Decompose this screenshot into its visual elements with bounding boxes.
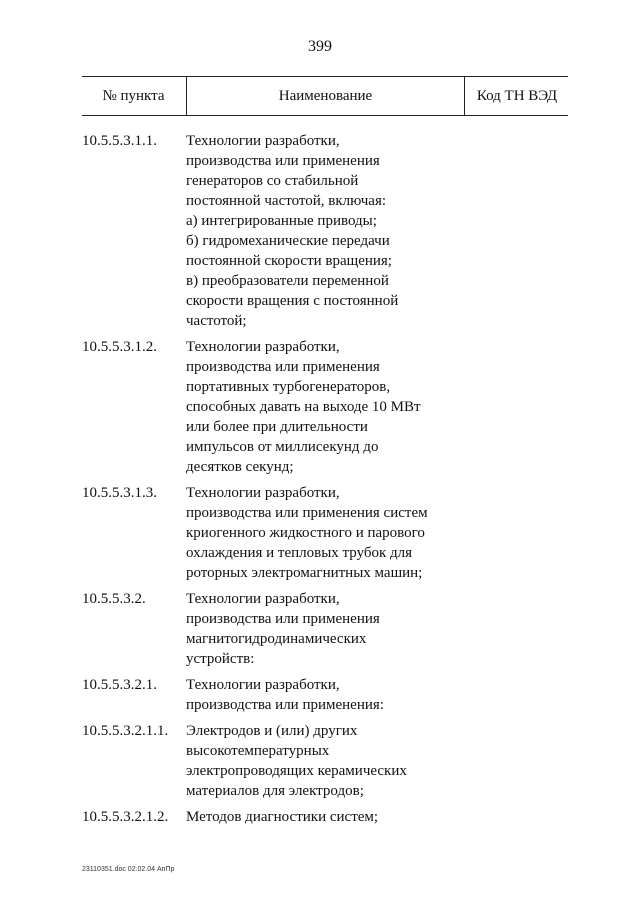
item-description xyxy=(186,131,476,331)
description-line: криогенного жидкостного и парового xyxy=(186,525,425,541)
table-row xyxy=(82,675,568,715)
table-row xyxy=(82,721,568,801)
table-header xyxy=(82,76,568,116)
description-line: производства или применения систем xyxy=(186,505,428,521)
description-line: постоянной частотой, включая: xyxy=(186,193,387,209)
description-line: а) интегрированные приводы; xyxy=(186,213,377,229)
description-line: Технологии разработки, xyxy=(186,485,340,501)
header-tnved-code: Код ТН ВЭД xyxy=(464,77,569,115)
item-number: 10.5.5.3.1.2. xyxy=(82,339,157,355)
item-number: 10.5.5.3.1.3. xyxy=(82,485,157,501)
item-description xyxy=(186,589,476,669)
description-line: постоянной скорости вращения; xyxy=(186,253,392,269)
table-row xyxy=(82,589,568,669)
description-line: генераторов со стабильной xyxy=(186,173,359,189)
description-line: портативных турбогенераторов, xyxy=(186,379,391,395)
item-number: 10.5.5.3.2.1. xyxy=(82,677,157,693)
description-line: производства или применения xyxy=(186,153,380,169)
description-line: б) гидромеханические передачи xyxy=(186,233,390,249)
description-line: охлаждения и тепловых трубок для xyxy=(186,545,413,561)
table-row xyxy=(82,483,568,583)
header-name: Наименование xyxy=(186,77,464,115)
description-line: или более при длительности xyxy=(186,419,368,435)
header-item-number: № пункта xyxy=(102,88,165,104)
description-line: десятков секунд; xyxy=(186,459,294,475)
description-line: устройств: xyxy=(186,651,255,667)
description-line: импульсов от миллисекунд до xyxy=(186,439,379,455)
item-number: 10.5.5.3.2. xyxy=(82,591,146,607)
item-description xyxy=(186,807,476,827)
description-line: Технологии разработки, xyxy=(186,339,340,355)
description-line: производства или применения xyxy=(186,359,380,375)
description-line: скорости вращения с постоянной xyxy=(186,293,399,309)
table-row xyxy=(82,131,568,331)
description-line: способных давать на выходе 10 МВт xyxy=(186,399,421,415)
description-line: роторных электромагнитных машин; xyxy=(186,565,423,581)
item-number: 10.5.5.3.2.1.1. xyxy=(82,723,169,739)
description-line: Методов диагностики систем; xyxy=(186,809,379,825)
item-number: 10.5.5.3.2.1.2. xyxy=(82,809,169,825)
table-body xyxy=(82,131,568,833)
table-row xyxy=(82,807,568,827)
table-row xyxy=(82,337,568,477)
description-line: в) преобразователи переменной xyxy=(186,273,389,289)
description-line: Электродов и (или) других xyxy=(186,723,358,739)
description-line: Технологии разработки, xyxy=(186,133,340,149)
item-description xyxy=(186,483,476,583)
description-line: производства или применения xyxy=(186,611,380,627)
page-number: 399 xyxy=(308,38,332,55)
description-line: Технологии разработки, xyxy=(186,677,340,693)
item-number: 10.5.5.3.1.1. xyxy=(82,133,157,149)
description-line: магнитогидродинамических xyxy=(186,631,367,647)
description-line: высокотемпературных xyxy=(186,743,330,759)
description-line: Технологии разработки, xyxy=(186,591,340,607)
description-line: частотой; xyxy=(186,313,247,329)
item-description xyxy=(186,721,476,801)
footer-doc-id: 23110351.doc 02.02.04 АпПр xyxy=(82,866,175,873)
description-line: материалов для электродов; xyxy=(186,783,364,799)
description-line: производства или применения: xyxy=(186,697,384,713)
item-description xyxy=(186,675,476,715)
description-line: электропроводящих керамических xyxy=(186,763,407,779)
item-description xyxy=(186,337,476,477)
